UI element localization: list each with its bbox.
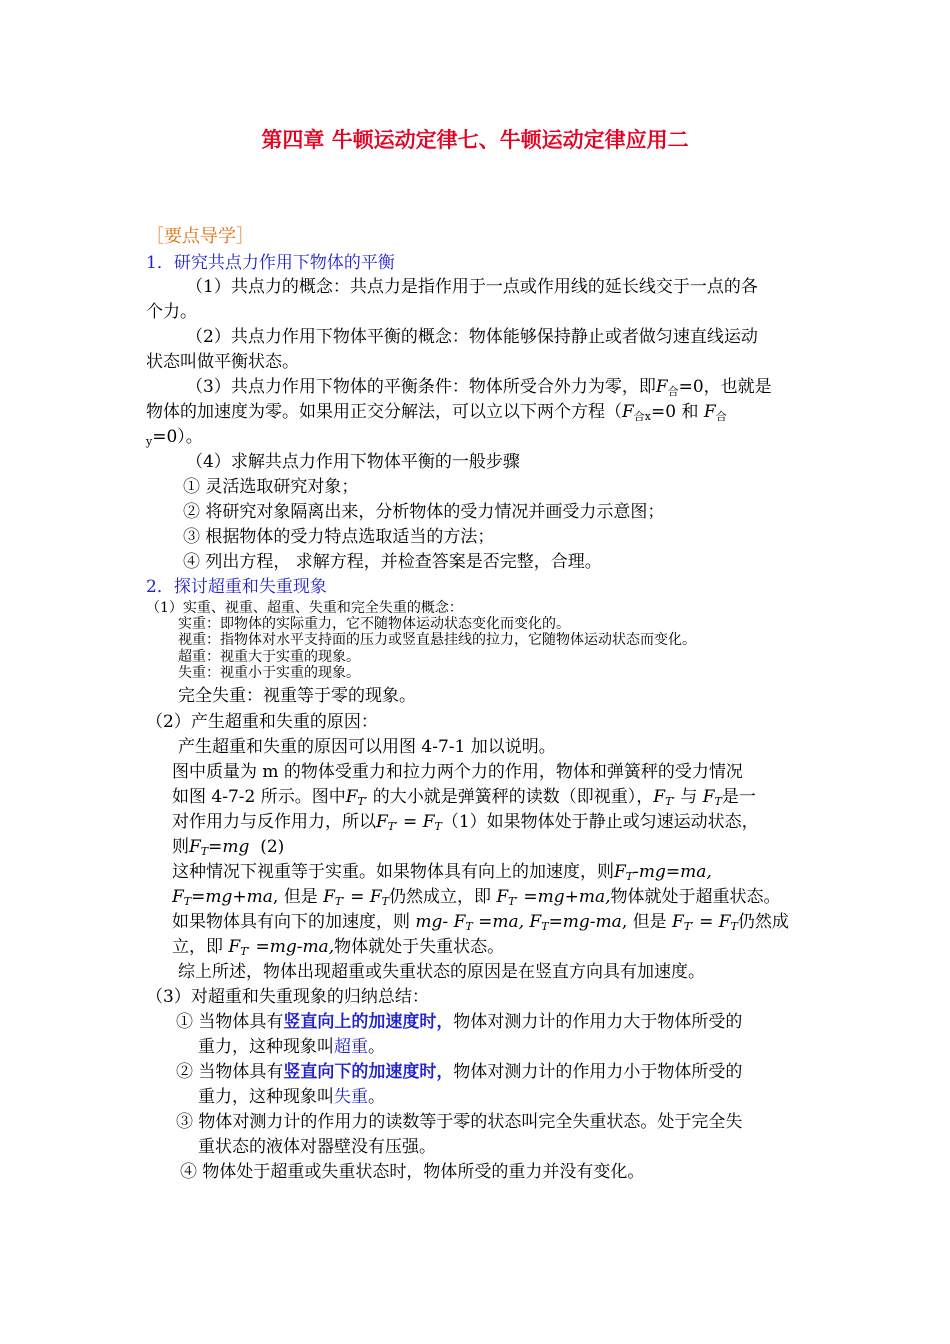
s2-c3-item1-line1: ① 当物体具有竖直向上的加速度时，物体对测力计的作用力大于物体所受的 [176, 1012, 743, 1032]
s2-c2-summary: 综上所述，物体出现超重或失重状态的原因是在竖直方向具有加速度。 [178, 962, 705, 982]
s2-c1-last: 完全失重：视重等于零的现象。 [178, 686, 416, 706]
s2-c2-line1: 产生超重和失重的原因可以用图 4-7-1 加以说明。 [178, 737, 556, 757]
s2-c1-heading: （1）实重、视重、超重、失重和完全失重的概念： [146, 600, 463, 616]
s2-c3-heading: （3）对超重和失重现象的归纳总结： [146, 987, 429, 1007]
s2-c2-line8: 如果物体具有向下的加速度，则 mg- $F_T =ma$, $F_T=mg-ma$, 但是 $F_{T'} = F_T$仍然成 [172, 912, 789, 933]
s2-c1-line3: 超重：视重大于实重的现象。 [178, 649, 360, 665]
s2-c1-line1: 实重：即物体的实际重力，它不随物体运动状态变化而变化的。 [178, 616, 570, 632]
s1-p2-line2: 状态叫做平衡状态。 [146, 352, 299, 372]
s2-c3-item2-line1: ② 当物体具有竖直向下的加速度时，物体对测力计的作用力小于物体所受的 [176, 1062, 743, 1082]
s1-p3-line3: $_y$=0）。 [146, 427, 203, 448]
s2-c2-line3: 如图 4-7-2 所示。图中$F_{T'}$ 的大小就是弹簧秤的读数（即视重），$F_{T'}$ 与 $F_T$是一 [172, 787, 756, 808]
s1-p1-line2: 个力。 [146, 302, 197, 322]
s2-c3-item4: ④ 物体处于超重或失重状态时，物体所受的重力并没有变化。 [180, 1162, 645, 1182]
s2-c2-line5: 则$F_T=mg$ (2) [172, 837, 285, 858]
section-heading-main: ［要点导学］ [146, 226, 254, 247]
section-2-heading: 2．探讨超重和失重现象 [146, 577, 327, 597]
s1-p1-line1: （1）共点力的概念：共点力是指作用于一点或作用线的延长线交于一点的各 [186, 277, 758, 297]
s2-c1-line2: 视重：指物体对水平支持面的压力或竖直悬挂线的拉力，它随物体运动状态而变化。 [178, 632, 696, 648]
s1-step-2: ② 将研究对象隔离出来，分析物体的受力情况并画受力示意图； [183, 502, 665, 522]
s1-step-1: ① 灵活选取研究对象； [183, 477, 359, 497]
s2-c2-line7: $F_T=mg+ma$, 但是 $F_{T'} = F_T$仍然成立，即 $F_{T'} =mg+ma$,物体就处于超重状态。 [172, 887, 781, 908]
s1-p3-line1: （3）共点力作用下物体的平衡条件：物体所受合外力为零，即$F_合=0$，也就是 [186, 377, 772, 398]
s1-p3-line2: 物体的加速度为零。如果用正交分解法，可以立以下两个方程（$F_{合x}=0$ 和 $F_合$ [146, 402, 727, 423]
s1-p4: （4）求解共点力作用下物体平衡的一般步骤 [186, 452, 520, 472]
s2-c3-item1-line2: 重力，这种现象叫超重。 [198, 1037, 385, 1057]
s2-c2-line9: 立，即 $F_{T'} =mg-ma$,物体就处于失重状态。 [172, 937, 505, 958]
s2-c3-item3-line2: 重状态的液体对器壁没有压强。 [198, 1137, 436, 1157]
s2-c2-heading: （2）产生超重和失重的原因： [146, 712, 378, 732]
page-title: 第四章 牛顿运动定律七、牛顿运动定律应用二 [261, 128, 689, 152]
section-1-heading: 1．研究共点力作用下物体的平衡 [146, 253, 395, 273]
s2-c1-line4: 失重：视重小于实重的现象。 [178, 665, 360, 681]
s2-c3-item3-line1: ③ 物体对测力计的作用力的读数等于零的状态叫完全失重状态。处于完全失 [176, 1112, 743, 1132]
s1-step-4: ④ 列出方程， 求解方程，并检查答案是否完整，合理。 [183, 552, 602, 572]
s2-c2-line2: 图中质量为 m 的物体受重力和拉力两个力的作用，物体和弹簧秤的受力情况 [172, 762, 743, 782]
s1-step-3: ③ 根据物体的受力特点选取适当的方法； [183, 527, 495, 547]
s2-c3-item2-line2: 重力，这种现象叫失重。 [198, 1087, 385, 1107]
s1-p2-line1: （2）共点力作用下物体平衡的概念：物体能够保持静止或者做匀速直线运动 [186, 327, 758, 347]
s2-c2-line4: 对作用力与反作用力，所以$F_{T'} = F_T(1)$如果物体处于静止或匀速运动状态， [172, 812, 759, 833]
s2-c2-line6: 这种情况下视重等于实重。如果物体具有向上的加速度，则$F_T-mg=ma$, [172, 862, 712, 883]
